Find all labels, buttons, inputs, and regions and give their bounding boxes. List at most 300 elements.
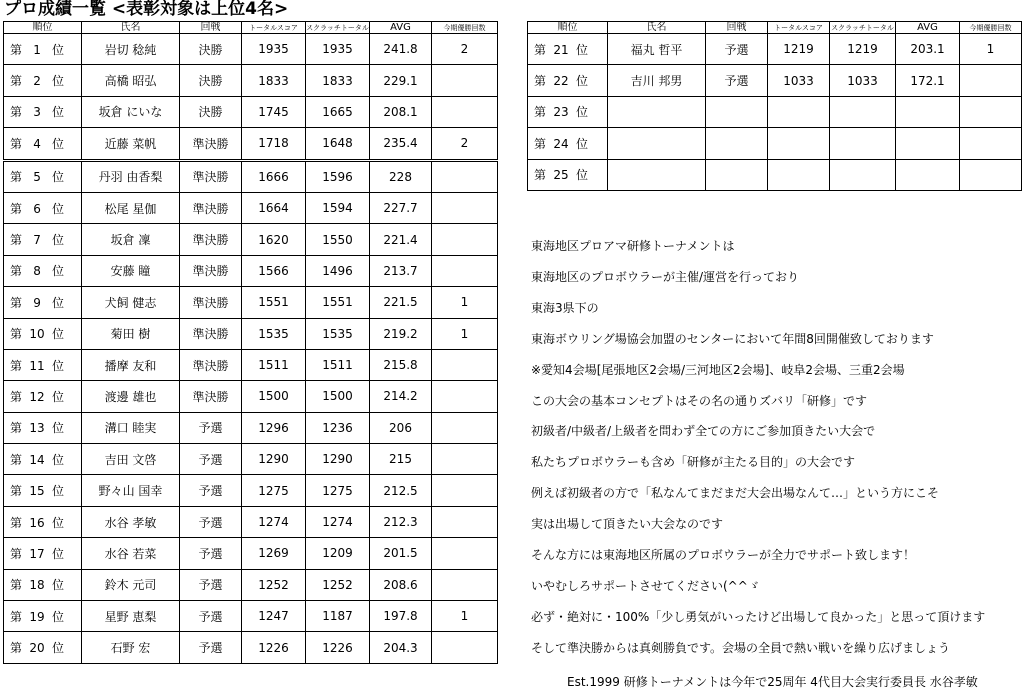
wins-cell bbox=[432, 160, 498, 192]
total-cell: 1226 bbox=[242, 632, 306, 663]
rank-prefix: 第 bbox=[534, 168, 547, 183]
rank-prefix: 第 bbox=[10, 74, 23, 89]
rank-suffix: 位 bbox=[52, 421, 65, 436]
rank-suffix: 位 bbox=[52, 452, 65, 467]
wins-cell bbox=[432, 349, 498, 380]
total-cell: 1833 bbox=[242, 65, 306, 96]
round-cell: 準決勝 bbox=[180, 318, 242, 349]
rank-suffix: 位 bbox=[52, 358, 65, 373]
wins-cell bbox=[432, 65, 498, 96]
rank-suffix: 位 bbox=[576, 136, 589, 151]
rank-number: 6 bbox=[33, 201, 41, 216]
total-cell: 1500 bbox=[242, 381, 306, 412]
rank-prefix: 第 bbox=[10, 264, 23, 279]
total-cell bbox=[768, 96, 830, 127]
rank-cell bbox=[4, 569, 82, 600]
rank-cell bbox=[4, 224, 82, 255]
round-cell: 決勝 bbox=[180, 96, 242, 127]
rank-prefix: 第 bbox=[10, 452, 23, 467]
rank-suffix: 位 bbox=[52, 295, 65, 310]
total-cell: 1219 bbox=[768, 34, 830, 65]
round-cell: 予選 bbox=[180, 601, 242, 632]
rank-prefix: 第 bbox=[534, 105, 547, 120]
rank-prefix: 第 bbox=[10, 389, 23, 404]
wins-cell bbox=[960, 65, 1022, 96]
scratch-cell bbox=[830, 128, 896, 159]
avg-cell: 208.1 bbox=[370, 96, 432, 127]
rank-number: 25 bbox=[553, 168, 569, 183]
round-cell bbox=[706, 128, 768, 159]
rank-cell bbox=[4, 475, 82, 506]
rank-suffix: 位 bbox=[52, 641, 65, 656]
rank-prefix: 第 bbox=[10, 170, 23, 185]
rank-suffix: 位 bbox=[52, 105, 65, 120]
header-name: 氏名 bbox=[82, 22, 180, 34]
rank-number: 8 bbox=[33, 264, 41, 279]
rank-cell bbox=[4, 632, 82, 663]
rank-number: 19 bbox=[29, 609, 45, 624]
rank-number: 20 bbox=[29, 641, 45, 656]
name-cell: 犬飼 健志 bbox=[82, 287, 180, 318]
scratch-cell: 1252 bbox=[306, 569, 370, 600]
scratch-cell: 1550 bbox=[306, 224, 370, 255]
name-cell bbox=[608, 96, 706, 127]
note-line: 東海ボウリング場協会加盟のセンターにおいて年間8回開催致しております bbox=[531, 331, 934, 346]
tournament-notes bbox=[531, 231, 985, 664]
header-avg: AVG bbox=[896, 22, 960, 34]
note-line: 東海3県下の bbox=[531, 300, 599, 315]
rank-suffix: 位 bbox=[52, 170, 65, 185]
scratch-cell: 1033 bbox=[830, 65, 896, 96]
scratch-cell: 1833 bbox=[306, 65, 370, 96]
name-cell: 丹羽 由香梨 bbox=[82, 160, 180, 192]
table-row bbox=[4, 632, 498, 663]
rank-number: 14 bbox=[29, 452, 45, 467]
rank-prefix: 第 bbox=[10, 641, 23, 656]
total-cell: 1566 bbox=[242, 255, 306, 286]
total-cell: 1252 bbox=[242, 569, 306, 600]
name-cell: 野々山 国幸 bbox=[82, 475, 180, 506]
round-cell: 準決勝 bbox=[180, 381, 242, 412]
rank-number: 15 bbox=[29, 484, 45, 499]
round-cell: 決勝 bbox=[180, 65, 242, 96]
rank-suffix: 位 bbox=[576, 105, 589, 120]
avg-cell: 221.5 bbox=[370, 287, 432, 318]
wins-cell bbox=[432, 632, 498, 663]
total-cell: 1935 bbox=[242, 34, 306, 65]
round-cell: 予選 bbox=[180, 632, 242, 663]
name-cell: 安藤 瞳 bbox=[82, 255, 180, 286]
note-line: 例えば初級者の方で「私なんてまだまだ大会出場なんて…」という方にこそ bbox=[531, 486, 940, 501]
note-line: いやむしろサポートさせてください(^^ゞ bbox=[531, 578, 760, 593]
rank-cell bbox=[4, 506, 82, 537]
scratch-cell: 1226 bbox=[306, 632, 370, 663]
rank-suffix: 位 bbox=[52, 389, 65, 404]
round-cell: 予選 bbox=[180, 475, 242, 506]
total-cell: 1664 bbox=[242, 192, 306, 223]
scratch-cell: 1551 bbox=[306, 287, 370, 318]
avg-cell: 201.5 bbox=[370, 538, 432, 569]
rank-cell bbox=[4, 381, 82, 412]
table-row bbox=[528, 159, 1022, 190]
rank-suffix: 位 bbox=[52, 74, 65, 89]
scratch-cell: 1594 bbox=[306, 192, 370, 223]
round-cell: 予選 bbox=[180, 506, 242, 537]
rank-number: 13 bbox=[29, 421, 45, 436]
note-line: 東海地区プロアマ研修トーナメントは bbox=[531, 239, 735, 253]
avg-cell bbox=[896, 96, 960, 127]
wins-cell bbox=[960, 128, 1022, 159]
rank-suffix: 位 bbox=[52, 609, 65, 624]
rank-cell bbox=[528, 128, 608, 159]
avg-cell: 213.7 bbox=[370, 255, 432, 286]
table-row bbox=[4, 224, 498, 255]
rank-cell bbox=[4, 160, 82, 192]
name-cell: 吉川 邦男 bbox=[608, 65, 706, 96]
total-cell: 1551 bbox=[242, 287, 306, 318]
table-row bbox=[4, 128, 498, 160]
wins-cell: 1 bbox=[432, 601, 498, 632]
table-row bbox=[528, 96, 1022, 127]
rank-prefix: 第 bbox=[10, 105, 23, 120]
header-scratch: スクラッチトータル bbox=[831, 23, 894, 32]
rank-number: 22 bbox=[553, 74, 569, 89]
avg-cell: 214.2 bbox=[370, 381, 432, 412]
round-cell: 予選 bbox=[180, 538, 242, 569]
table-row bbox=[4, 444, 498, 475]
table-row bbox=[4, 506, 498, 537]
avg-cell: 227.7 bbox=[370, 192, 432, 223]
name-cell: 坂倉 にいな bbox=[82, 96, 180, 127]
note-line: 私たちプロボウラーも含め「研修が主たる目的」の大会です bbox=[531, 455, 856, 470]
rank-prefix: 第 bbox=[10, 327, 23, 342]
scratch-cell: 1535 bbox=[306, 318, 370, 349]
table-row bbox=[4, 569, 498, 600]
total-cell: 1247 bbox=[242, 601, 306, 632]
rank-cell bbox=[4, 349, 82, 380]
scratch-cell: 1187 bbox=[306, 601, 370, 632]
rank-cell bbox=[528, 96, 608, 127]
table-row bbox=[4, 349, 498, 380]
table-row bbox=[528, 128, 1022, 159]
rank-suffix: 位 bbox=[52, 484, 65, 499]
name-cell: 石野 宏 bbox=[82, 632, 180, 663]
round-cell: 準決勝 bbox=[180, 224, 242, 255]
note-line: 実は出場して頂きたい大会なのです bbox=[531, 517, 724, 532]
round-cell: 予選 bbox=[706, 34, 768, 65]
scratch-cell: 1236 bbox=[306, 412, 370, 443]
round-cell: 準決勝 bbox=[180, 349, 242, 380]
header-row bbox=[4, 22, 498, 34]
header-rank: 順位 bbox=[4, 22, 82, 34]
scratch-cell: 1209 bbox=[306, 538, 370, 569]
total-cell: 1296 bbox=[242, 412, 306, 443]
wins-cell bbox=[432, 475, 498, 506]
scratch-cell bbox=[830, 96, 896, 127]
scratch-cell: 1274 bbox=[306, 506, 370, 537]
round-cell bbox=[706, 159, 768, 190]
total-cell: 1620 bbox=[242, 224, 306, 255]
wins-cell bbox=[960, 96, 1022, 127]
wins-cell bbox=[432, 96, 498, 127]
rank-number: 5 bbox=[33, 170, 41, 185]
rank-prefix: 第 bbox=[10, 295, 23, 310]
avg-cell: 215 bbox=[370, 444, 432, 475]
name-cell: 松尾 星伽 bbox=[82, 192, 180, 223]
rank-number: 1 bbox=[33, 42, 41, 57]
total-cell bbox=[768, 128, 830, 159]
wins-cell bbox=[960, 159, 1022, 190]
name-cell bbox=[608, 159, 706, 190]
name-cell: 星野 恵梨 bbox=[82, 601, 180, 632]
wins-cell: 1 bbox=[432, 287, 498, 318]
rank-number: 11 bbox=[29, 358, 45, 373]
rank-number: 17 bbox=[29, 546, 45, 561]
rank-prefix: 第 bbox=[10, 546, 23, 561]
rank-number: 7 bbox=[33, 233, 41, 248]
rank-cell bbox=[4, 128, 82, 160]
rank-prefix: 第 bbox=[10, 136, 23, 151]
rank-number: 12 bbox=[29, 389, 45, 404]
name-cell: 高橋 昭弘 bbox=[82, 65, 180, 96]
round-cell: 準決勝 bbox=[180, 160, 242, 192]
note-line: 東海地区のプロボウラーが主催/運営を行っており bbox=[531, 269, 800, 284]
note-line: この大会の基本コンセプトはその名の通りズバリ「研修」です bbox=[531, 393, 868, 408]
header-total: トータルスコア bbox=[768, 22, 830, 34]
rank-cell bbox=[528, 65, 608, 96]
wins-cell: 1 bbox=[960, 34, 1022, 65]
avg-cell: 204.3 bbox=[370, 632, 432, 663]
rank-cell bbox=[528, 159, 608, 190]
name-cell: 水谷 孝敏 bbox=[82, 506, 180, 537]
note-line: そんな方には東海地区所属のプロボウラーが全力でサポート致します！ bbox=[531, 548, 916, 563]
wins-cell bbox=[432, 412, 498, 443]
total-cell: 1275 bbox=[242, 475, 306, 506]
note-line: そして準決勝からは真剣勝負です。会場の全員で熱い戦いを繰り広げましょう bbox=[531, 640, 951, 655]
table-row bbox=[4, 381, 498, 412]
avg-cell: 212.3 bbox=[370, 506, 432, 537]
rank-cell bbox=[4, 287, 82, 318]
name-cell: 溝口 睦実 bbox=[82, 412, 180, 443]
rank-suffix: 位 bbox=[576, 168, 589, 183]
header-wins: 今期優勝回数 bbox=[960, 22, 1022, 34]
avg-cell: 172.1 bbox=[896, 65, 960, 96]
rank-prefix: 第 bbox=[10, 358, 23, 373]
rank-prefix: 第 bbox=[10, 421, 23, 436]
header-scratch: スクラッチトータル bbox=[306, 23, 369, 32]
round-cell: 予選 bbox=[180, 412, 242, 443]
wins-cell bbox=[432, 538, 498, 569]
rank-cell bbox=[4, 255, 82, 286]
rank-number: 24 bbox=[553, 136, 569, 151]
header-total: トータルスコア bbox=[242, 22, 306, 34]
scratch-cell: 1665 bbox=[306, 96, 370, 127]
rank-prefix: 第 bbox=[10, 578, 23, 593]
avg-cell: 241.8 bbox=[370, 34, 432, 65]
rank-cell bbox=[4, 601, 82, 632]
rank-cell bbox=[4, 538, 82, 569]
wins-cell bbox=[432, 506, 498, 537]
table-row bbox=[4, 412, 498, 443]
rank-suffix: 位 bbox=[52, 264, 65, 279]
rank-cell bbox=[4, 318, 82, 349]
name-cell: 播摩 友和 bbox=[82, 349, 180, 380]
rank-suffix: 位 bbox=[576, 74, 589, 89]
rank-prefix: 第 bbox=[534, 42, 547, 57]
rank-number: 23 bbox=[553, 105, 569, 120]
wins-cell: 2 bbox=[432, 34, 498, 65]
note-line: 必ず・絶対に・100%「少し勇気がいったけど出場して良かった」と思って頂けます bbox=[531, 609, 986, 624]
scratch-cell: 1275 bbox=[306, 475, 370, 506]
name-cell: 近藤 菜帆 bbox=[82, 128, 180, 160]
scratch-cell: 1219 bbox=[830, 34, 896, 65]
total-cell bbox=[768, 159, 830, 190]
rank-prefix: 第 bbox=[534, 74, 547, 89]
header-wins: 今期優勝回数 bbox=[432, 22, 498, 34]
scratch-cell: 1511 bbox=[306, 349, 370, 380]
total-cell: 1269 bbox=[242, 538, 306, 569]
scratch-cell: 1648 bbox=[306, 128, 370, 160]
avg-cell: 228 bbox=[370, 160, 432, 192]
total-cell: 1718 bbox=[242, 128, 306, 160]
rank-suffix: 位 bbox=[52, 546, 65, 561]
avg-cell: 203.1 bbox=[896, 34, 960, 65]
rank-cell bbox=[4, 34, 82, 65]
page-title: プロ成績一覧 <表彰対象は上位4名> bbox=[4, 0, 289, 19]
avg-cell: 219.2 bbox=[370, 318, 432, 349]
table-row bbox=[4, 192, 498, 223]
header-name: 氏名 bbox=[608, 22, 706, 34]
round-cell: 予選 bbox=[180, 444, 242, 475]
avg-cell: 215.8 bbox=[370, 349, 432, 380]
total-cell: 1535 bbox=[242, 318, 306, 349]
rank-suffix: 位 bbox=[52, 515, 65, 530]
rank-number: 9 bbox=[33, 295, 41, 310]
avg-cell: 208.6 bbox=[370, 569, 432, 600]
rank-suffix: 位 bbox=[52, 233, 65, 248]
header-round: 回戦 bbox=[180, 22, 242, 34]
footer-text: Est.1999 研修トーナメントは今年で25周年 4代目大会実行委員長 水谷孝敏 bbox=[567, 675, 978, 689]
total-cell: 1033 bbox=[768, 65, 830, 96]
total-cell: 1511 bbox=[242, 349, 306, 380]
total-cell: 1274 bbox=[242, 506, 306, 537]
rank-suffix: 位 bbox=[52, 327, 65, 342]
total-cell: 1745 bbox=[242, 96, 306, 127]
scratch-cell: 1290 bbox=[306, 444, 370, 475]
wins-cell bbox=[432, 255, 498, 286]
note-line: ※愛知4会場[尾張地区2会場/三河地区2会場]、岐阜2会場、三重2会場 bbox=[531, 362, 905, 377]
header-avg: AVG bbox=[370, 22, 432, 34]
scratch-cell: 1496 bbox=[306, 255, 370, 286]
rank-number: 16 bbox=[29, 515, 45, 530]
name-cell bbox=[608, 128, 706, 159]
scratch-cell bbox=[830, 159, 896, 190]
wins-cell bbox=[432, 569, 498, 600]
name-cell: 岩切 稔純 bbox=[82, 34, 180, 65]
rank-prefix: 第 bbox=[10, 515, 23, 530]
table-row bbox=[4, 287, 498, 318]
round-cell: 予選 bbox=[706, 65, 768, 96]
rank-prefix: 第 bbox=[10, 233, 23, 248]
name-cell: 水谷 若菜 bbox=[82, 538, 180, 569]
avg-cell bbox=[896, 159, 960, 190]
wins-cell bbox=[432, 444, 498, 475]
rank-cell bbox=[4, 96, 82, 127]
wins-cell bbox=[432, 381, 498, 412]
rank-prefix: 第 bbox=[10, 484, 23, 499]
scratch-cell: 1935 bbox=[306, 34, 370, 65]
rank-number: 18 bbox=[29, 578, 45, 593]
round-cell bbox=[706, 96, 768, 127]
avg-cell: 235.4 bbox=[370, 128, 432, 160]
round-cell: 準決勝 bbox=[180, 287, 242, 318]
table-row bbox=[4, 601, 498, 632]
table-row bbox=[4, 255, 498, 286]
table-row bbox=[4, 65, 498, 96]
rank-suffix: 位 bbox=[52, 136, 65, 151]
results-table-right bbox=[527, 21, 1022, 191]
avg-cell: 206 bbox=[370, 412, 432, 443]
round-cell: 予選 bbox=[180, 569, 242, 600]
rank-number: 4 bbox=[33, 136, 41, 151]
rank-cell bbox=[4, 444, 82, 475]
name-cell: 福丸 哲平 bbox=[608, 34, 706, 65]
avg-cell: 221.4 bbox=[370, 224, 432, 255]
total-cell: 1290 bbox=[242, 444, 306, 475]
name-cell: 鈴木 元司 bbox=[82, 569, 180, 600]
rank-suffix: 位 bbox=[52, 578, 65, 593]
wins-cell: 1 bbox=[432, 318, 498, 349]
round-cell: 決勝 bbox=[180, 34, 242, 65]
rank-prefix: 第 bbox=[10, 609, 23, 624]
results-table-left bbox=[3, 21, 498, 664]
table-row bbox=[4, 318, 498, 349]
scratch-cell: 1500 bbox=[306, 381, 370, 412]
table-row bbox=[4, 34, 498, 65]
header-row bbox=[528, 22, 1022, 34]
scratch-cell: 1596 bbox=[306, 160, 370, 192]
name-cell: 渡邊 雄也 bbox=[82, 381, 180, 412]
rank-suffix: 位 bbox=[576, 42, 589, 57]
wins-cell: 2 bbox=[432, 128, 498, 160]
avg-cell: 197.8 bbox=[370, 601, 432, 632]
wins-cell bbox=[432, 224, 498, 255]
avg-cell: 229.1 bbox=[370, 65, 432, 96]
rank-suffix: 位 bbox=[52, 201, 65, 216]
table-row bbox=[4, 475, 498, 506]
table-row bbox=[4, 96, 498, 127]
rank-prefix: 第 bbox=[10, 201, 23, 216]
rank-number: 2 bbox=[33, 74, 41, 89]
header-round: 回戦 bbox=[706, 22, 768, 34]
avg-cell bbox=[896, 128, 960, 159]
rank-cell bbox=[4, 412, 82, 443]
note-line: 初級者/中級者/上級者を問わず全ての方にご参加頂きたい大会で bbox=[531, 424, 876, 439]
table-row bbox=[4, 160, 498, 192]
rank-number: 3 bbox=[33, 105, 41, 120]
table-row bbox=[528, 65, 1022, 96]
rank-prefix: 第 bbox=[10, 42, 23, 57]
rank-prefix: 第 bbox=[534, 136, 547, 151]
rank-cell bbox=[528, 34, 608, 65]
rank-cell bbox=[4, 192, 82, 223]
round-cell: 準決勝 bbox=[180, 192, 242, 223]
table-row bbox=[4, 538, 498, 569]
round-cell: 準決勝 bbox=[180, 128, 242, 160]
rank-number: 21 bbox=[553, 42, 569, 57]
name-cell: 坂倉 凜 bbox=[82, 224, 180, 255]
rank-number: 10 bbox=[29, 327, 45, 342]
